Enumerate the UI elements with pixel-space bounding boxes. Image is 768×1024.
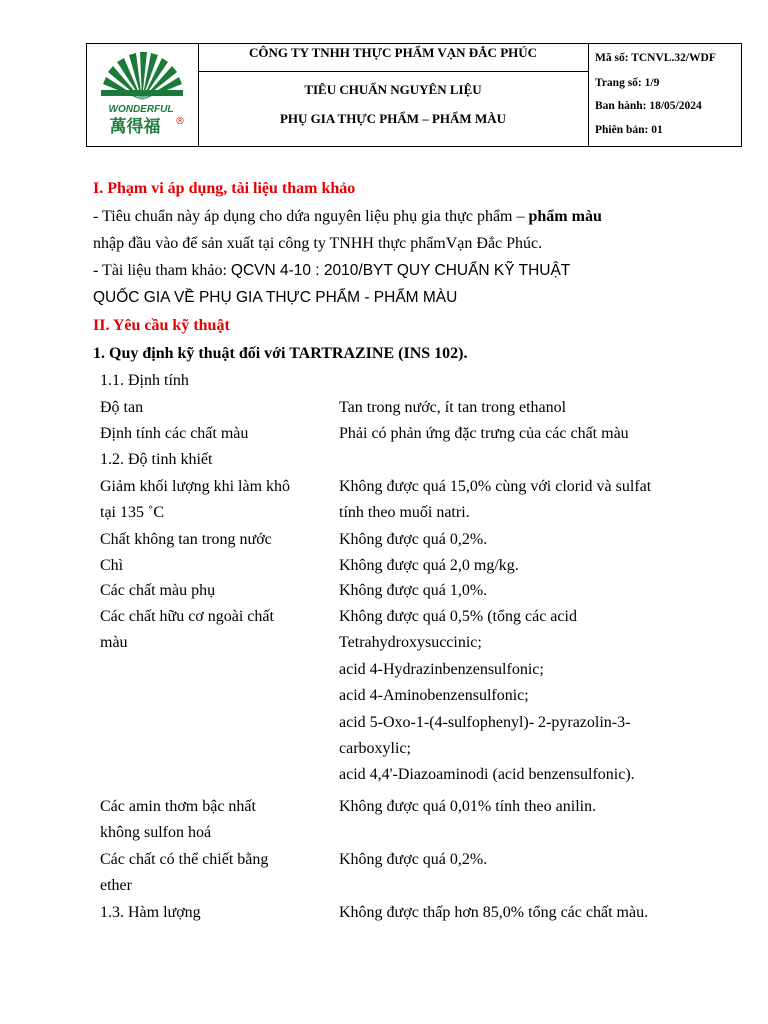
spec-row-value: Phải có phản ứng đặc trưng của các chất màu — [339, 425, 629, 442]
spec-row-value: acid 4,4'-Diazoaminodi (acid benzensulfonic). — [339, 766, 635, 784]
logo-chinese-text: 萬得福 — [109, 117, 161, 137]
section2-heading: II. Yêu cầu kỹ thuật — [93, 317, 230, 334]
spec-row-label: Chì — [100, 557, 124, 574]
spec-row-value: acid 4-Hydrazinbenzensulfonic; — [339, 660, 544, 678]
doc-version: Phiên bản: 01 — [595, 124, 663, 136]
section1-para1-bold: phẩm màu — [528, 208, 602, 225]
spec-row-value: acid 5-Oxo-1-(4-sulfophenyl)- 2-pyrazolin-3- — [339, 713, 631, 731]
spec-row-label: Các chất hữu cơ ngoài chất — [100, 608, 274, 625]
subsection-1-1: 1.1. Định tính — [100, 372, 189, 389]
spec-row-label: Các amin thơm bậc nhất — [100, 798, 256, 815]
registered-mark: ® — [175, 116, 185, 127]
company-logo — [93, 50, 191, 140]
spec-row-label: Độ tan — [100, 399, 144, 416]
logo-wordmark: WONDERFUL — [108, 104, 174, 115]
spec-row-value: Không được quá 0,5% (tổng các acid — [339, 608, 577, 625]
spec-row-value: Không được quá 2,0 mg/kg. — [339, 557, 519, 574]
spec-row-label: Giảm khối lượng khi làm khô — [100, 478, 291, 495]
reference-text: QCVN 4-10 : 2010/BYT QUY CHUẨN KỸ THUẬT — [230, 262, 571, 279]
spec-row-value: Tan trong nước, ít tan trong ethanol — [339, 399, 567, 416]
header-title-cell — [198, 44, 589, 146]
spec-row-label: Các chất màu phụ — [100, 582, 216, 599]
spec-row-label: không sulfon hoá — [100, 824, 212, 842]
spec-row-label: ether — [100, 877, 132, 895]
section1-reference — [93, 262, 570, 280]
spec-row-value: tính theo muối natri. — [339, 504, 470, 522]
spec-row-label: Định tính các chất màu — [100, 425, 249, 442]
document-header — [86, 43, 742, 147]
doc-title-line1: TIÊU CHUẨN NGUYÊN LIỆU — [304, 82, 482, 97]
doc-page: Trang số: 1/9 — [595, 77, 660, 89]
spec-row-value: carboxylic; — [339, 740, 411, 757]
doc-title-line2: PHỤ GIA THỰC PHẨM – PHẨM MÀU — [279, 111, 507, 126]
subsection1-title: 1. Quy định kỹ thuật đối với TARTRAZINE (INS 102). — [93, 345, 468, 362]
reference-label: - Tài liệu tham khảo: — [93, 262, 231, 279]
subsection-1-3-value: Không được thấp hơn 85,0% tổng các chất màu. — [339, 904, 649, 921]
spec-row-value: Không được quá 0,01% tính theo anilin. — [339, 798, 597, 815]
spec-row-label: tại 135 ˚C — [100, 504, 164, 522]
doc-code: Mã số: TCNVL.32/WDF — [595, 52, 716, 64]
spec-row-label: Chất không tan trong nước — [100, 531, 272, 548]
logo-cell — [87, 44, 199, 146]
spec-row-label: Các chất có thể chiết bằng — [100, 851, 269, 868]
section1-heading: I. Phạm vi áp dụng, tài liệu tham khảo — [93, 180, 356, 197]
spec-row-value: Không được quá 0,2%. — [339, 531, 488, 548]
spec-row-value: Không được quá 0,2%. — [339, 851, 488, 868]
reference-text-cont: QUỐC GIA VỀ PHỤ GIA THỰC PHẨM - PHẨM MÀU — [93, 289, 458, 306]
spec-row-value: Không được quá 15,0% cùng với clorid và sulfat — [339, 478, 652, 495]
section1-para1-cont: nhập đầu vào để sản xuất tại công ty TNHH thực phẩmVạn Đắc Phúc. — [93, 235, 543, 252]
spec-row-value: acid 4-Aminobenzensulfonic; — [339, 687, 529, 705]
subsection-1-3: 1.3. Hàm lượng — [100, 904, 201, 921]
section1-para1 — [93, 208, 602, 226]
doc-issued-date: Ban hành: 18/05/2024 — [595, 100, 702, 112]
spec-row-label: màu — [100, 634, 128, 652]
spec-row-value: Không được quá 1,0%. — [339, 582, 488, 599]
spec-row-value: Tetrahydroxysuccinic; — [339, 634, 482, 652]
subsection-1-2: 1.2. Độ tinh khiết — [100, 451, 213, 468]
company-name: CÔNG TY TNHH THỰC PHẨM VẠN ĐẮC PHÚC — [198, 44, 588, 72]
section1-para1-text: - Tiêu chuẩn này áp dụng cho dứa nguyên liệu phụ gia thực phẩm – — [93, 208, 529, 225]
